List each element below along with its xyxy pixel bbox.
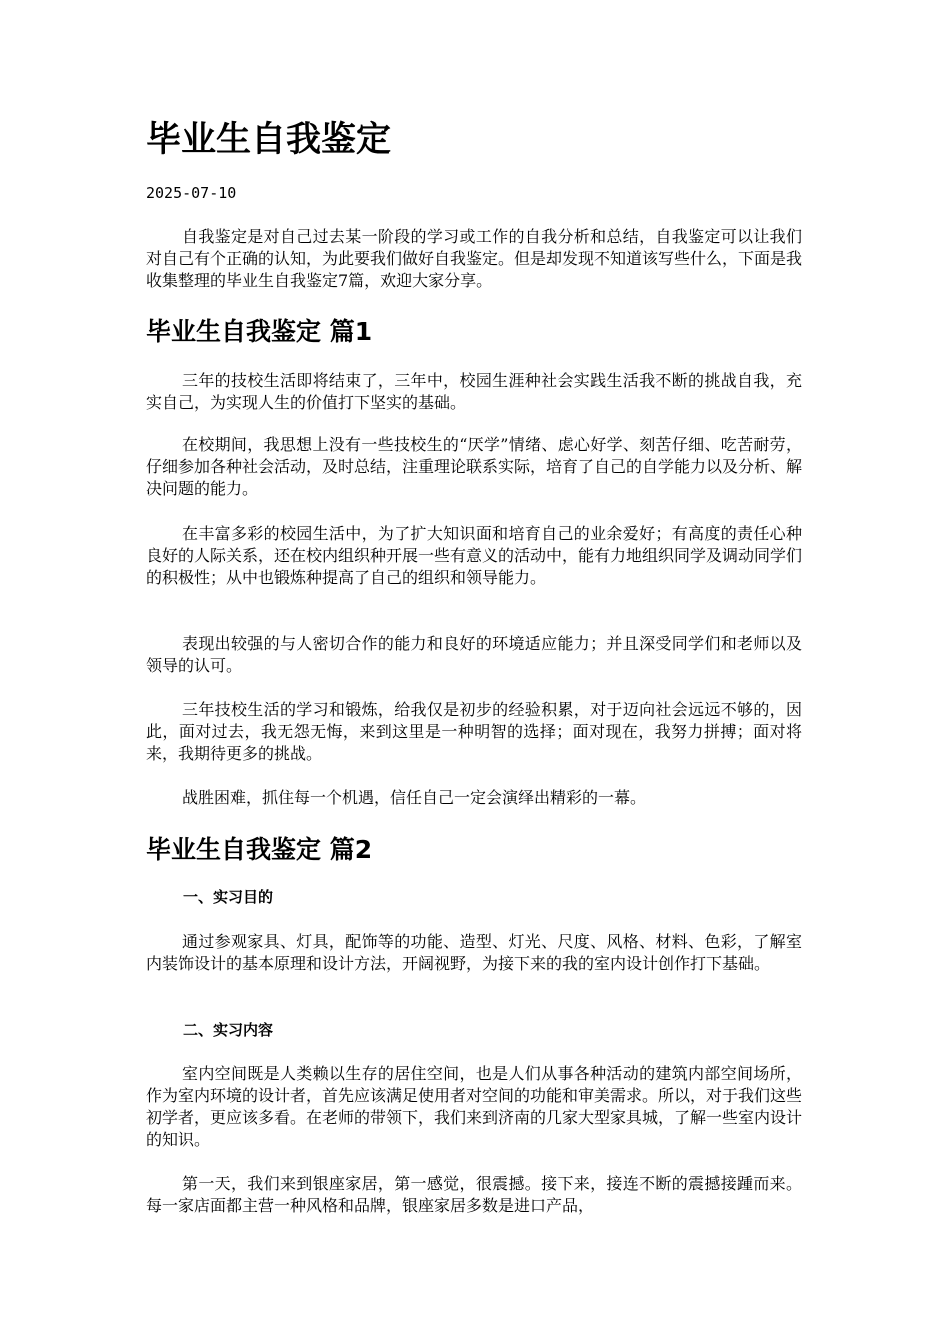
section-1-paragraph-4: 表现出较强的与人密切合作的能力和良好的环境适应能力；并且深受同学们和老师以及领导的认可。 bbox=[146, 634, 802, 675]
section-2-paragraph-1: 通过参观家具、灯具，配饰等的功能、造型、灯光、尺度、风格、材料、色彩，了解室内装饰设计的基本原理和设计方法，开阔视野，为接下来的我的室内设计创作打下基础。 bbox=[146, 932, 802, 973]
section-2-subheading-2: 二、实习内容 bbox=[183, 1021, 274, 1039]
publish-date: 2025-07-10 bbox=[146, 184, 237, 202]
section-2-paragraph-3: 第一天，我们来到银座家居，第一感觉，很震撼。接下来，接连不断的震撼接踵而来。每一家店面都主营一种风格和品牌，银座家居多数是进口产品， bbox=[146, 1174, 802, 1215]
section-1-paragraph-5: 三年技校生活的学习和锻炼，给我仅是初步的经验积累，对于迈向社会远远不够的，因此，面对过去，我无怨无悔，来到这里是一种明智的选择；面对现在，我努力拼搏；面对将来，我期待更多的挑战。 bbox=[146, 700, 802, 763]
section-2-heading: 毕业生自我鉴定 篇2 bbox=[146, 835, 373, 864]
document-title: 毕业生自我鉴定 bbox=[146, 120, 392, 160]
section-1-paragraph-1: 三年的技校生活即将结束了，三年中，校园生涯种社会实践生活我不断的挑战自我，充实自己，为实现人生的价值打下坚实的基础。 bbox=[146, 371, 802, 412]
section-1-paragraph-3: 在丰富多彩的校园生活中，为了扩大知识面和培育自己的业余爱好；有高度的责任心种良好的人际关系，还在校内组织种开展一些有意义的活动中，能有力地组织同学及调动同学们的积极性；从中也锻炼种提高了自己的组织和领导能力。 bbox=[146, 524, 803, 587]
intro-paragraph: 自我鉴定是对自己过去某一阶段的学习或工作的自我分析和总结，自我鉴定可以让我们对自己有个正确的认知，为此要我们做好自我鉴定。但是却发现不知道该写些什么，下面是我收集整理的毕业生自我鉴定7篇，欢迎大家分享。 bbox=[146, 227, 803, 290]
section-1-paragraph-6: 战胜困难，抓住每一个机遇，信任自己一定会演绎出精彩的一幕。 bbox=[182, 788, 647, 807]
section-1-paragraph-2: 在校期间，我思想上没有一些技校生的“厌学”情绪、虑心好学、刻苦仔细、吃苦耐劳，仔细参加各种社会活动，及时总结，注重理论联系实际，培育了自己的自学能力以及分析、解决问题的能力。 bbox=[146, 435, 803, 498]
section-2-paragraph-2: 室内空间既是人类赖以生存的居住空间，也是人们从事各种活动的建筑内部空间场所，作为室内环境的设计者，首先应该满足使用者对空间的功能和审美需求。所以，对于我们这些初学者，更应该多看。在老师的带领下，我们来到济南的几家大型家具城，了解一些室内设计的知识。 bbox=[146, 1064, 803, 1149]
section-2-subheading-1: 一、实习目的 bbox=[183, 888, 274, 906]
section-1-heading: 毕业生自我鉴定 篇1 bbox=[146, 317, 373, 346]
